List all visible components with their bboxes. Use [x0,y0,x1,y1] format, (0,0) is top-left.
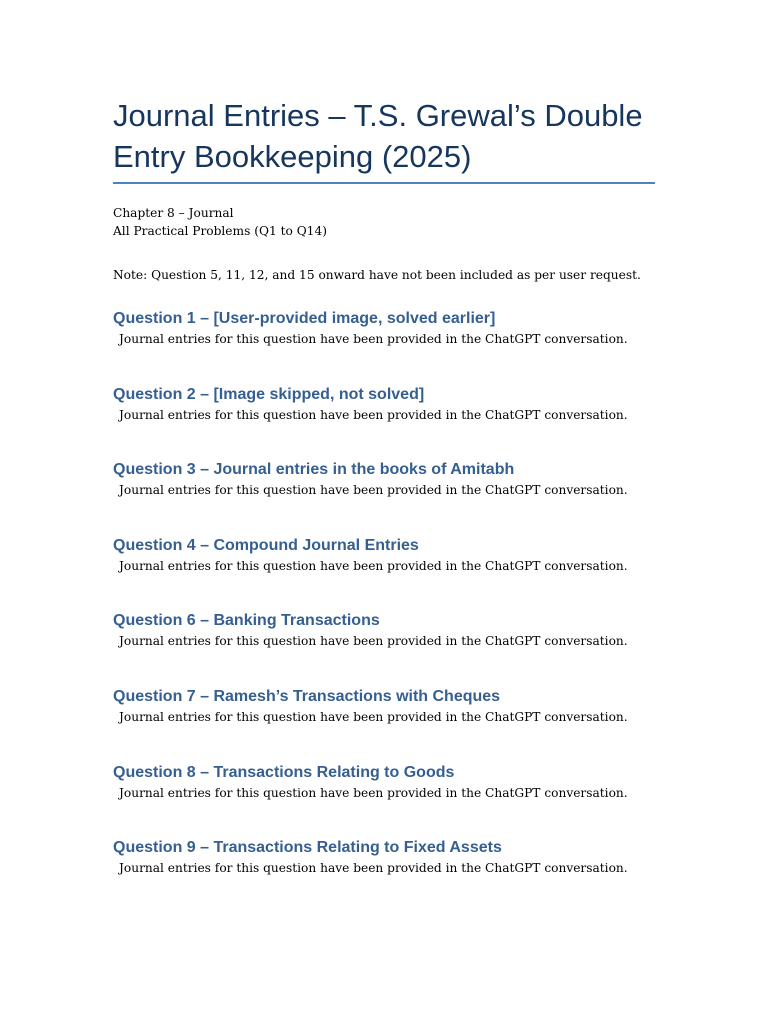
question-heading: Question 3 – Journal entries in the books of Amitabh [113,461,515,479]
question-body: Journal entries for this question have been provided in the ChatGPT conversation. [119,483,628,498]
note-text: Note: Question 5, 11, 12, and 15 onward have not been included as per user request. [113,268,641,282]
document-page [113,95,658,913]
title-divider [113,182,655,184]
question-body: Journal entries for this question have been provided in the ChatGPT conversation. [119,634,628,649]
scope-label: All Practical Problems (Q1 to Q14) [113,224,327,238]
chapter-label: Chapter 8 – Journal [113,206,234,220]
question-body: Journal entries for this question have been provided in the ChatGPT conversation. [119,332,628,346]
question-body: Journal entries for this question have been provided in the ChatGPT conversation. [119,861,628,876]
question-section [113,610,658,686]
question-section [113,762,658,838]
question-heading: Question 9 – Transactions Relating to Fixed Assets [113,839,502,857]
question-body: Journal entries for this question have been provided in the ChatGPT conversation. [119,785,628,800]
question-heading: Question 2 – [Image skipped, not solved] [113,385,425,403]
chapter-info [113,204,658,240]
question-heading: Question 8 – Transactions Relating to Goods [113,763,455,781]
question-section [113,459,658,535]
question-heading: Question 6 – Banking Transactions [113,612,380,630]
question-list [113,308,658,913]
question-section [113,837,658,913]
question-section [113,535,658,611]
question-body: Journal entries for this question have been provided in the ChatGPT conversation. [119,558,628,573]
question-section [113,384,658,460]
question-section [113,308,658,384]
question-heading: Question 4 – Compound Journal Entries [113,536,419,554]
question-body: Journal entries for this question have been provided in the ChatGPT conversation. [119,709,628,724]
question-heading: Question 1 – [User-provided image, solved earlier] [113,310,496,327]
document-title: Journal Entries – T.S. Grewal’s Double Entry Bookkeeping (2025) [113,98,643,174]
question-heading: Question 7 – Ramesh’s Transactions with Cheques [113,687,501,705]
question-section [113,686,658,762]
question-body: Journal entries for this question have been provided in the ChatGPT conversation. [119,407,628,422]
